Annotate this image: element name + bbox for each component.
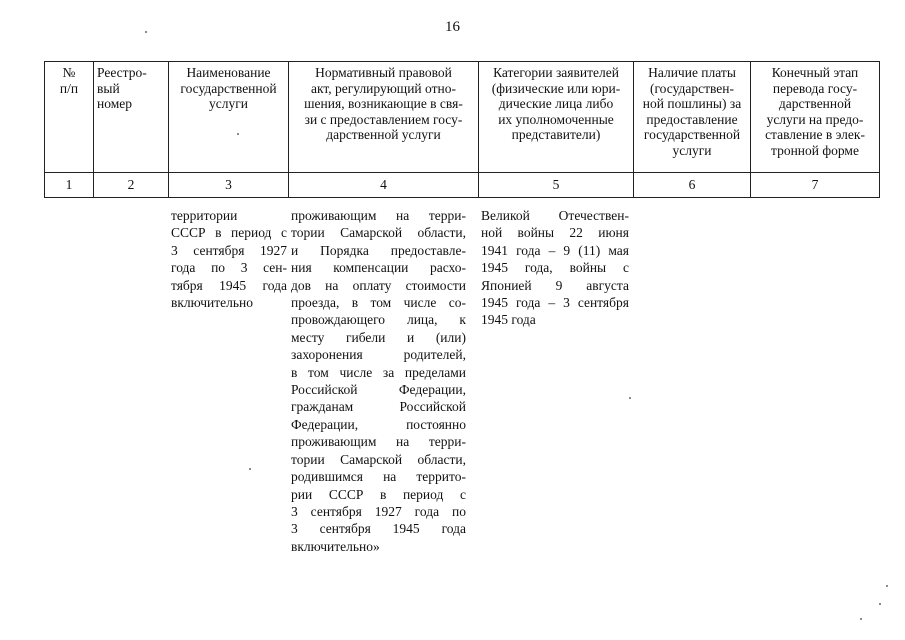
word: на	[396, 208, 410, 223]
word: к	[459, 312, 466, 328]
word: 1927	[374, 503, 402, 519]
text-line: Нормативный правовой	[315, 65, 452, 80]
word: с	[623, 260, 629, 276]
header-registry-number	[94, 62, 169, 173]
word: Японией	[481, 277, 532, 293]
word: рии	[291, 486, 313, 502]
word: 1941	[481, 242, 508, 258]
word: постоянно	[406, 416, 466, 432]
text-line: п/п	[59, 80, 79, 96]
text-line	[291, 520, 466, 537]
text-line: ной пошлины) за	[642, 96, 742, 111]
text-line	[291, 259, 466, 276]
word: том	[370, 295, 392, 311]
word: терри-	[428, 434, 466, 450]
word: месту	[291, 329, 325, 345]
word: –	[548, 242, 556, 258]
word: гибели	[345, 329, 386, 345]
scan-speck	[879, 603, 881, 605]
services-table	[44, 61, 880, 198]
word: дов	[291, 277, 311, 293]
text-line	[291, 364, 466, 381]
word: (или)	[435, 329, 466, 345]
word: Федерации,	[291, 416, 359, 432]
text-line	[291, 346, 466, 363]
word: период	[231, 225, 272, 241]
header-row	[45, 62, 880, 173]
text-line	[481, 242, 629, 259]
word: и	[406, 329, 415, 345]
word: 1927	[259, 242, 287, 258]
text-line	[481, 294, 629, 311]
word: года,	[524, 260, 553, 276]
word: предоставле-	[390, 242, 466, 258]
word: сентября	[577, 295, 629, 311]
text-line	[481, 224, 629, 241]
word: 1945	[219, 277, 247, 293]
text-line: ставление в элек-	[765, 127, 865, 142]
text-line: Категории заявителей	[493, 65, 619, 80]
word: Великой	[481, 208, 530, 223]
word: родителей,	[403, 347, 466, 363]
column-number: 1	[45, 173, 94, 198]
word: 3	[171, 242, 178, 258]
column-number: 5	[479, 173, 634, 198]
word: СССР	[171, 225, 206, 241]
word: оплату	[352, 277, 392, 293]
text-line	[291, 381, 466, 398]
word: года	[171, 260, 196, 276]
word: (11)	[578, 242, 601, 258]
word: лица,	[406, 312, 438, 328]
word: Отечествен-	[558, 208, 629, 223]
word: сентября	[310, 503, 362, 519]
continuation-col5-text	[481, 207, 629, 329]
header-number	[45, 62, 94, 173]
word: тории	[291, 451, 325, 467]
word: Федерации,	[398, 382, 466, 398]
word: –	[548, 295, 556, 311]
scan-speck	[145, 31, 147, 33]
text-line	[171, 224, 287, 241]
word: года	[414, 503, 440, 519]
word: ной	[481, 225, 503, 241]
text-line	[291, 451, 466, 468]
word: 9	[563, 242, 571, 258]
text-line: включительно	[171, 295, 254, 311]
column-number: 6	[634, 173, 751, 198]
word: 3	[291, 503, 298, 519]
text-line: услуги	[672, 142, 712, 158]
text-line: дарственной	[778, 96, 852, 111]
text-line: представители)	[511, 127, 601, 142]
word: области,	[417, 451, 466, 467]
word: на	[325, 277, 339, 293]
text-line: их уполномоченные	[498, 111, 614, 127]
word: по	[452, 503, 466, 519]
header-legal-act	[289, 62, 479, 173]
continuation-col3-text	[171, 207, 287, 311]
text-line: дарственной услуги	[326, 127, 441, 142]
word: 9	[555, 277, 563, 293]
text-line: зи с предоставлением госу-	[304, 111, 463, 127]
word: тября	[171, 277, 203, 293]
text-line: Конечный этап	[771, 65, 859, 80]
text-line	[291, 311, 466, 328]
word: Самарской	[340, 451, 403, 467]
text-line: услуги на предо-	[766, 111, 864, 127]
word: Российской	[399, 399, 466, 415]
word: тории	[291, 225, 325, 241]
word: провождающего	[291, 312, 386, 328]
word: СССР	[328, 486, 364, 502]
text-line	[171, 242, 287, 259]
text-line: вый	[97, 80, 120, 96]
text-line	[291, 416, 466, 433]
text-line: номер	[97, 96, 133, 111]
word: сентября	[319, 521, 371, 537]
text-line	[291, 224, 466, 241]
word: гражданам	[291, 399, 354, 415]
text-line	[291, 329, 466, 346]
text-line: (физические или юри-	[491, 80, 621, 96]
header-fee	[634, 62, 751, 173]
header-service-name	[169, 62, 289, 173]
word: терри-	[428, 208, 466, 223]
word: ния	[291, 260, 312, 276]
word: сен-	[263, 260, 287, 276]
word: родившимся	[291, 469, 363, 485]
text-line: включительно»	[291, 538, 380, 554]
word: по	[211, 260, 226, 276]
word: захоронения	[291, 347, 363, 363]
column-number: 4	[289, 173, 479, 198]
column-number: 7	[751, 173, 880, 198]
word: в	[215, 225, 222, 241]
word: 1945	[481, 260, 508, 276]
word: июня	[598, 225, 629, 241]
scan-speck	[886, 585, 888, 587]
text-line	[171, 277, 287, 294]
page-number: 16	[445, 19, 460, 35]
scan-speck	[249, 468, 251, 470]
word: 1945	[481, 295, 508, 311]
word: 3	[291, 521, 298, 537]
text-line	[481, 259, 629, 276]
text-line: Наличие платы	[648, 65, 736, 80]
word: войны	[569, 260, 607, 276]
word: на	[396, 434, 410, 450]
header-applicant-categories	[479, 62, 634, 173]
word: 22	[569, 225, 583, 241]
word: Самарской	[340, 225, 403, 241]
word: области,	[417, 225, 466, 241]
continuation-col4-text	[291, 207, 466, 555]
word: в	[291, 364, 298, 380]
text-line: шения, возникающие в свя-	[304, 96, 463, 111]
column-number: 3	[169, 173, 289, 198]
word: со-	[448, 295, 466, 311]
text-line: предоставление	[646, 111, 738, 127]
text-line	[291, 468, 466, 485]
text-line	[481, 277, 629, 294]
text-line: перевода госу-	[772, 80, 858, 96]
text-line: тронной форме	[771, 142, 859, 158]
word: период	[402, 486, 444, 502]
word: 3	[563, 295, 570, 311]
text-line	[171, 259, 287, 276]
text-line	[291, 242, 466, 259]
word: мая	[608, 242, 629, 258]
word: в	[351, 295, 359, 311]
word: и	[291, 242, 299, 258]
column-number: 2	[94, 173, 169, 198]
text-line	[291, 433, 466, 450]
text-line	[291, 398, 466, 415]
word: пределами	[404, 364, 466, 380]
word: проживающим	[291, 434, 377, 450]
scan-speck	[237, 133, 239, 135]
text-line: Наименование	[186, 65, 271, 80]
word: 3	[240, 260, 248, 276]
word: том	[308, 364, 329, 380]
word: расхо-	[429, 260, 466, 276]
word: компенсации	[333, 260, 409, 276]
header-electronic-stage	[751, 62, 880, 173]
word: года	[441, 521, 466, 537]
word: стоимости	[405, 277, 466, 293]
text-line: 1945 года	[481, 312, 536, 328]
column-number-row	[45, 173, 880, 198]
word: Российской	[291, 382, 358, 398]
text-line: территории	[171, 208, 238, 223]
text-line: (государствен-	[649, 80, 734, 96]
word: сентября	[193, 242, 245, 258]
word: проезда,	[291, 295, 340, 311]
word: войны	[517, 225, 555, 241]
text-line: государственной	[643, 127, 741, 142]
text-line: №	[62, 65, 76, 80]
text-line: государственной	[180, 80, 277, 96]
word: за	[382, 364, 395, 380]
word: года	[515, 295, 541, 311]
text-line	[291, 294, 466, 311]
word: проживающим	[291, 208, 377, 223]
word: на	[383, 469, 397, 485]
word: с	[459, 486, 466, 502]
text-line: Реестро-	[97, 65, 147, 80]
word: года	[516, 242, 541, 258]
text-line: услуги	[209, 96, 248, 111]
text-line	[291, 503, 466, 520]
text-line: акт, регулирующий отно-	[311, 80, 456, 96]
word: в	[379, 486, 387, 502]
scan-speck	[629, 397, 631, 399]
word: числе	[403, 295, 437, 311]
text-line	[291, 277, 466, 294]
word: 1945	[392, 521, 420, 537]
word: террито-	[416, 469, 466, 485]
scan-speck	[860, 618, 862, 620]
word: с	[280, 225, 287, 241]
text-line	[481, 207, 629, 224]
word: Порядка	[320, 242, 369, 258]
text-line	[291, 207, 466, 224]
word: года	[262, 277, 287, 293]
text-line: дические лица либо	[498, 96, 614, 111]
text-line	[291, 486, 466, 503]
word: числе	[339, 364, 373, 380]
word: августа	[586, 277, 629, 293]
